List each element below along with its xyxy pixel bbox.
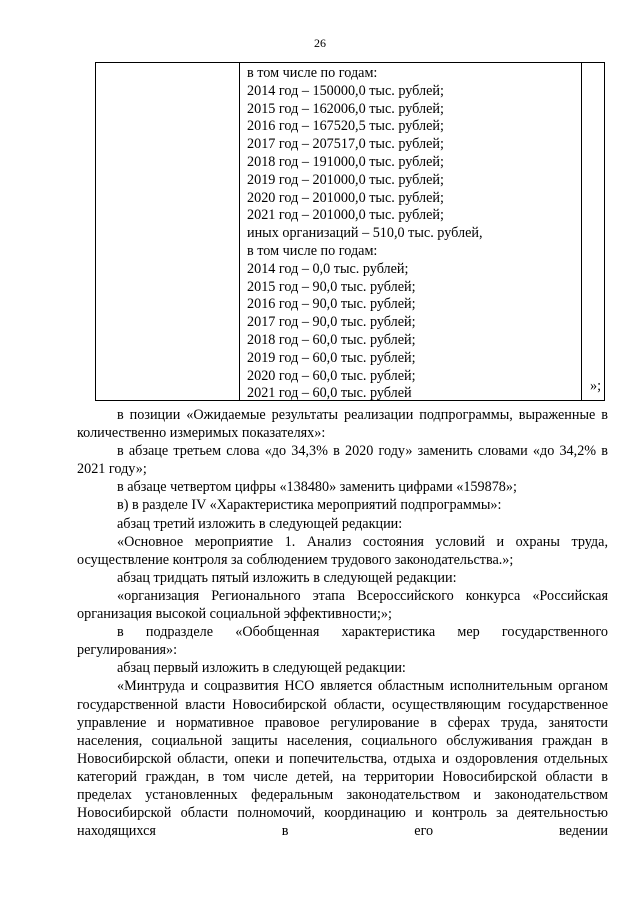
table-cell-line: 2018 год – 60,0 тыс. рублей; [247,331,416,348]
table-cell-line: в том числе по годам: [247,242,378,259]
table-cell-line: 2019 год – 60,0 тыс. рублей; [247,349,416,366]
paragraph: «Основное мероприятие 1. Анализ состояния условий и охраны труда, осуществление контроля за соблюдением трудового законодательства.»; [77,533,608,568]
document-body [77,406,608,840]
table-cell-line: 2015 год – 162006,0 тыс. рублей; [247,100,444,117]
table-cell-line: иных организаций – 510,0 тыс. рублей, [247,225,483,242]
table-cell-line: 2017 год – 207517,0 тыс. рублей; [247,136,444,153]
paragraph: в) в разделе IV «Характеристика мероприятий подпрограммы»: [117,497,502,514]
paragraph: абзац первый изложить в следующей редакции: [117,660,406,677]
paragraph: «Минтруда и соцразвития НСО является областным исполнительным органом государственной власти Новосибирской области, осуществляющим государственное управление и нормативное правовое регулирование в сферах труда, занятости населения, социальной защиты населения, социального обслуживания граждан в Новосибирской области, опеки и попечительства, отдыха и оздоровления отдельных категорий граждан, в том числе детей, на территории Новосибирской области в пределах установленных федеральным законодательством и законодательством Новосибирской области полномочий, координацию и контроль за деятельностью находящихся в его ведении [77,678,608,840]
budget-table [95,62,605,401]
table-cell-line: 2020 год – 60,0 тыс. рублей; [247,367,416,384]
table-column-divider [239,63,240,400]
table-cell-line: 2018 год – 191000,0 тыс. рублей; [247,153,444,170]
table-cell-funding [247,65,582,403]
paragraph: в абзаце четвертом цифры «138480» заменить цифрами «159878»; [117,479,517,496]
paragraph: в подразделе «Обобщенная характеристика мер государственного регулирования»: [77,624,608,659]
page-number: 26 [314,36,326,50]
table-cell-line: 2016 год – 90,0 тыс. рублей; [247,296,416,313]
paragraph: в позиции «Ожидаемые результаты реализации подпрограммы, выраженные в количественно измеримых показателях»: [77,407,608,442]
paragraph: «организация Регионального этапа Всероссийского конкурса «Российская организация высокой социальной эффективности;»; [77,587,608,623]
table-cell-line: 2021 год – 60,0 тыс. рублей [247,385,412,402]
table-cell-line: 2019 год – 201000,0 тыс. рублей; [247,171,444,188]
table-cell-line: 2017 год – 90,0 тыс. рублей; [247,314,416,331]
table-cell-line: 2020 год – 201000,0 тыс. рублей; [247,189,444,206]
table-close-quote: »; [590,378,602,394]
table-cell-line: 2016 год – 167520,5 тыс. рублей; [247,118,444,135]
paragraph: абзац тридцать пятый изложить в следующей редакции: [117,569,457,586]
paragraph: абзац третий изложить в следующей редакции: [117,515,403,532]
table-cell-line: 2014 год – 150000,0 тыс. рублей; [247,82,444,99]
table-cell-line: в том числе по годам: [247,65,378,81]
table-cell-line: 2021 год – 201000,0 тыс. рублей; [247,207,444,224]
table-cell-line: 2014 год – 0,0 тыс. рублей; [247,260,409,277]
paragraph: в абзаце третьем слова «до 34,3% в 2020 году» заменить словами «до 34,2% в 2021 году»; [77,443,608,478]
table-cell-line: 2015 год – 90,0 тыс. рублей; [247,278,416,295]
